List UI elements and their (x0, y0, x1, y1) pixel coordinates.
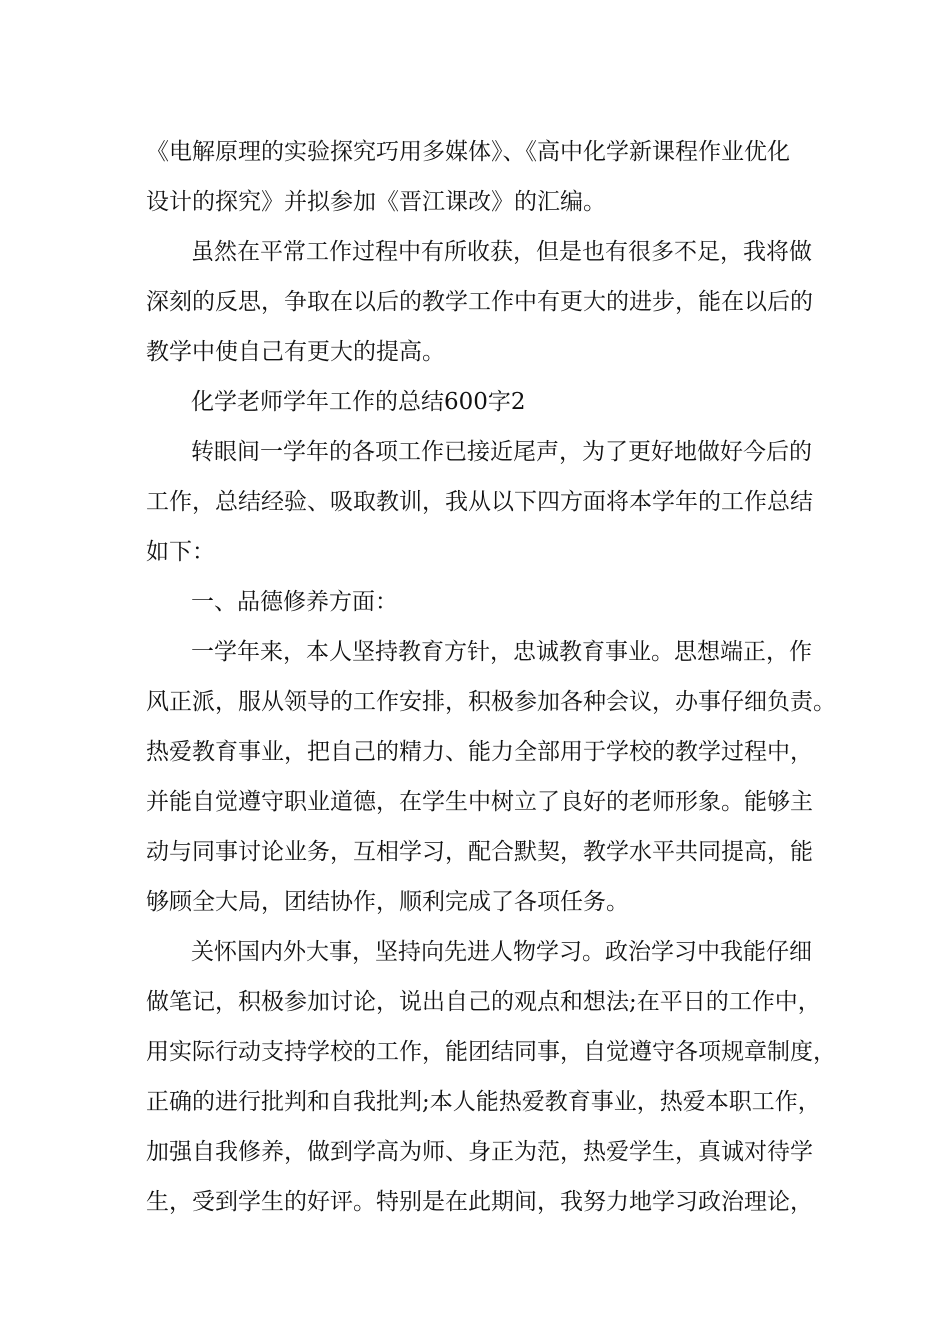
section-heading: 化学老师学年工作的总结600字2 (191, 389, 526, 415)
paragraph-first-line: 虽然在平常工作过程中有所收获，但是也有很多不足，我将做 (191, 239, 812, 265)
text-line: 正确的进行批判和自我批判;本人能热爱教育事业，热爱本职工作， (146, 1089, 821, 1115)
text-line: 如下： (146, 539, 215, 565)
text-line: 工作，总结经验、吸取教训，我从以下四方面将本学年的工作总结 (146, 489, 813, 515)
text-line: 风正派，服从领导的工作安排，积极参加各种会议，办事仔细负责。 (146, 689, 836, 715)
text-line: 够顾全大局，团结协作，顺利完成了各项任务。 (146, 889, 629, 915)
paragraph-first-line: 一学年来，本人坚持教育方针，忠诚教育事业。思想端正，作 (191, 639, 812, 665)
text-line: 并能自觉遵守职业道德，在学生中树立了良好的老师形象。能够主 (146, 789, 813, 815)
text-line: 热爱教育事业，把自己的精力、能力全部用于学校的教学过程中， (146, 739, 813, 765)
text-line: 加强自我修养，做到学高为师、身正为范，热爱学生，真诚对待学 (146, 1139, 813, 1165)
text-line: 动与同事讨论业务，互相学习，配合默契，教学水平共同提高，能 (146, 839, 813, 865)
text-line: 做笔记，积极参加讨论，说出自己的观点和想法;在平日的工作中， (146, 989, 821, 1015)
text-line: 《电解原理的实验探究巧用多媒体》、《高中化学新课程作业优化 (146, 139, 790, 165)
text-line: 设计的探究》并拟参加《晋江课改》的汇编。 (146, 189, 606, 215)
text-line: 教学中使自己有更大的提高。 (146, 339, 445, 365)
paragraph-first-line: 关怀国内外大事，坚持向先进人物学习。政治学习中我能仔细 (191, 939, 812, 965)
text-line: 用实际行动支持学校的工作，能团结同事，自觉遵守各项规章制度， (146, 1039, 836, 1065)
text-line: 深刻的反思，争取在以后的教学工作中有更大的进步，能在以后的 (146, 289, 813, 315)
subsection-heading: 一、品德修养方面： (191, 589, 398, 615)
text-line: 生，受到学生的好评。特别是在此期间，我努力地学习政治理论， (146, 1189, 813, 1215)
paragraph-first-line: 转眼间一学年的各项工作已接近尾声，为了更好地做好今后的 (191, 439, 812, 465)
